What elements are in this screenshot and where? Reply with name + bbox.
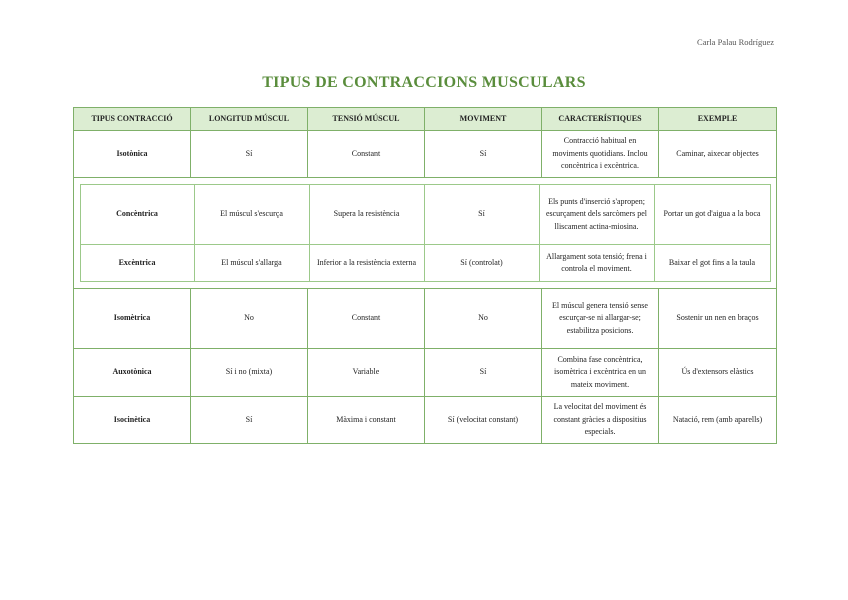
row-example: Natació, rem (amb aparells) bbox=[659, 397, 777, 444]
table-row bbox=[74, 349, 777, 397]
row-characteristics: Contracció habitual en moviments quotidians. Inclou concèntrica i excèntrica. bbox=[542, 131, 659, 178]
row-length: No bbox=[191, 289, 308, 349]
table-row bbox=[74, 289, 777, 349]
header-tipus: TIPUS CONTRACCIÓ bbox=[74, 108, 191, 131]
row-example: Sostenir un nen en braços bbox=[659, 289, 777, 349]
row-length: Sí i no (mixta) bbox=[191, 349, 308, 397]
row-type: Isocinètica bbox=[74, 397, 191, 444]
row-type: Isomètrica bbox=[74, 289, 191, 349]
table-row bbox=[74, 131, 777, 178]
row-length: Sí bbox=[191, 397, 308, 444]
row-tension: Màxima i constant bbox=[308, 397, 425, 444]
author-name: Carla Palau Rodríguez bbox=[697, 37, 774, 47]
row-tension: Supera la resistència bbox=[309, 185, 424, 245]
row-movement: Sí (velocitat constant) bbox=[425, 397, 542, 444]
row-example: Baixar el got fins a la taula bbox=[654, 245, 770, 282]
row-type: Concèntrica bbox=[80, 185, 194, 245]
row-movement: No bbox=[425, 289, 542, 349]
header-longitud: LONGITUD MÚSCUL bbox=[191, 108, 308, 131]
contractions-table bbox=[73, 107, 777, 444]
row-movement: Sí bbox=[424, 185, 539, 245]
row-tension: Constant bbox=[308, 131, 425, 178]
row-length: Sí bbox=[191, 131, 308, 178]
row-type: Isotònica bbox=[74, 131, 191, 178]
row-characteristics: Combina fase concèntrica, isomètrica i excèntrica en un mateix moviment. bbox=[542, 349, 659, 397]
row-characteristics: El múscul genera tensió sense escurçar-se ni allargar-se; estabilitza posicions. bbox=[542, 289, 659, 349]
page-title: TIPUS DE CONTRACCIONS MUSCULARS bbox=[262, 74, 586, 91]
row-tension: Variable bbox=[308, 349, 425, 397]
header-caracteristiques: CARACTERÍSTIQUES bbox=[542, 108, 659, 131]
row-example: Portar un got d'aigua a la boca bbox=[654, 185, 770, 245]
row-movement: Sí bbox=[425, 349, 542, 397]
row-tension: Inferior a la resistència externa bbox=[309, 245, 424, 282]
table-row bbox=[74, 397, 777, 444]
row-characteristics: La velocitat del moviment és constant gràcies a dispositius especials. bbox=[542, 397, 659, 444]
row-length: El múscul s'allarga bbox=[194, 245, 309, 282]
nested-cell bbox=[74, 178, 777, 289]
row-movement: Sí (controlat) bbox=[424, 245, 539, 282]
row-characteristics: Els punts d'inserció s'apropen; escurçament dels sarcòmers pel lliscament actina-miosina. bbox=[539, 185, 654, 245]
row-characteristics: Allargament sota tensió; frena i controla el moviment. bbox=[539, 245, 654, 282]
row-tension: Constant bbox=[308, 289, 425, 349]
table-row bbox=[80, 245, 770, 282]
header-exemple: EXEMPLE bbox=[659, 108, 777, 131]
row-type: Auxotònica bbox=[74, 349, 191, 397]
row-movement: Sí bbox=[425, 131, 542, 178]
row-type: Excèntrica bbox=[80, 245, 194, 282]
table-row bbox=[80, 185, 770, 245]
row-length: El múscul s'escurça bbox=[194, 185, 309, 245]
table-header-row bbox=[74, 108, 777, 131]
nested-table bbox=[80, 184, 771, 282]
header-moviment: MOVIMENT bbox=[425, 108, 542, 131]
row-example: Ús d'extensors elàstics bbox=[659, 349, 777, 397]
row-example: Caminar, aixecar objectes bbox=[659, 131, 777, 178]
header-tensio: TENSIÓ MÚSCUL bbox=[308, 108, 425, 131]
nested-row bbox=[74, 178, 777, 289]
